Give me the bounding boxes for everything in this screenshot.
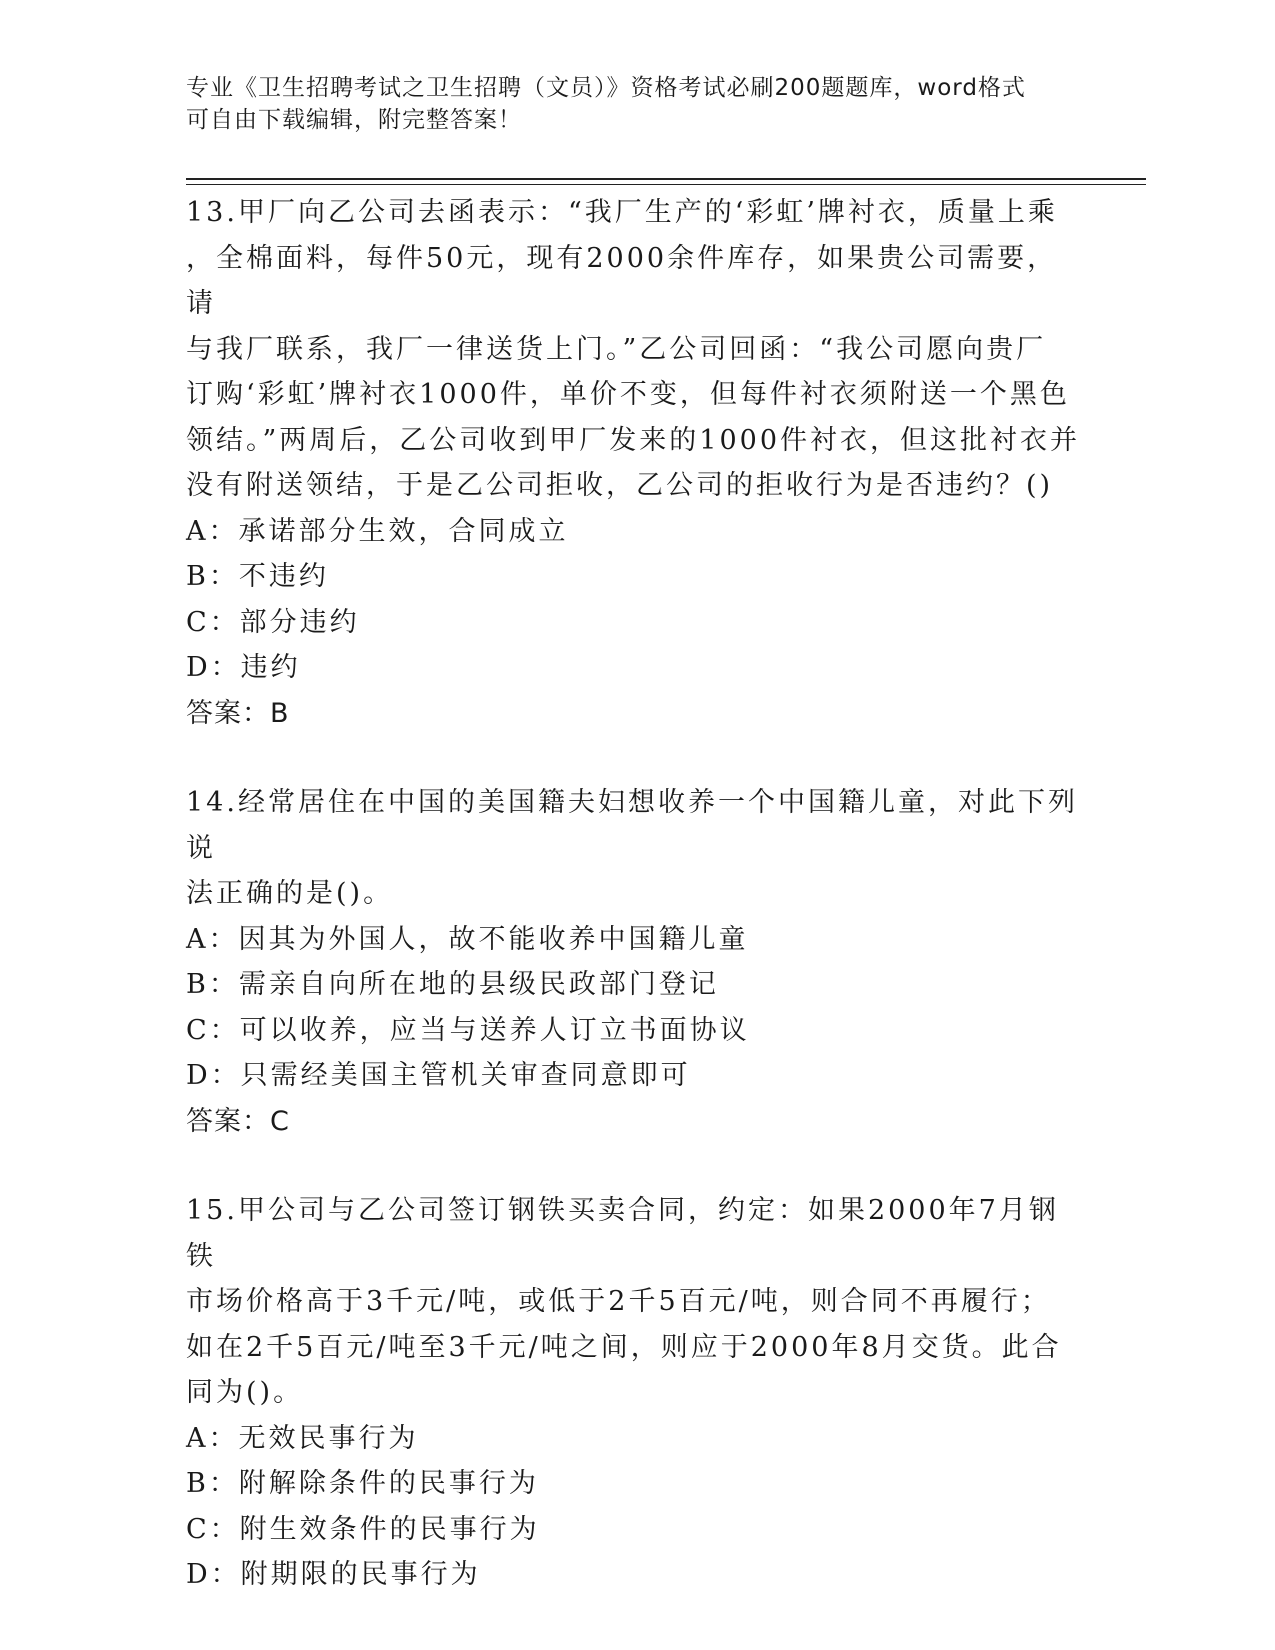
option-c: C：部分违约 [186, 606, 360, 638]
option-b: B：附解除条件的民事行为 [186, 1468, 539, 1499]
question-stem-line: 14.经常居住在中国的美国籍夫妇想收养一个中国籍儿童，对此下列说 [186, 787, 1078, 864]
question-15 [186, 1188, 1086, 1598]
header-divider-thin [186, 184, 1146, 185]
option-d: D：只需经美国主管机关审查同意即可 [186, 1060, 691, 1091]
answer-label: 答案：B [186, 697, 290, 729]
question-stem-line: 领结。”两周后，乙公司收到甲厂发来的1000件衬衣，但这批衬衣并 [186, 424, 1081, 456]
question-spacer [186, 736, 1086, 780]
question-13 [186, 190, 1086, 736]
option-c: C：可以收养，应当与送养人订立书面协议 [186, 1014, 750, 1046]
question-stem-line: ，全棉面料，每件50元，现有2000余件库存，如果贵公司需要，请 [186, 242, 1058, 319]
question-stem-line: 法正确的是()。 [186, 878, 394, 909]
question-14 [186, 780, 1086, 1144]
question-stem-line: 如在2千5百元/吨至3千元/吨之间，则应于2000年8月交货。此合 [186, 1331, 1062, 1363]
header-line-2: 可自由下载编辑，附完整答案！ [186, 107, 522, 133]
question-stem-line: 没有附送领结，于是乙公司拒收，乙公司的拒收行为是否违约？() [186, 470, 1054, 501]
option-d: D：违约 [186, 652, 301, 683]
question-stem-line: 同为()。 [186, 1377, 304, 1408]
answer-label: 答案：C [186, 1105, 290, 1137]
option-b: B：需亲自向所在地的县级民政部门登记 [186, 969, 719, 1000]
question-stem-line: 市场价格高于3千元/吨，或低于2千5百元/吨，则合同不再履行； [186, 1286, 1051, 1317]
option-b: B：不违约 [186, 561, 329, 592]
question-list [186, 190, 1086, 1598]
header-divider-thick [186, 178, 1146, 180]
question-stem-line: 与我厂联系，我厂一律送货上门。”乙公司回函：“我公司愿向贵厂 [186, 333, 1047, 365]
option-d: D：附期限的民事行为 [186, 1559, 481, 1590]
document-header [186, 72, 1086, 136]
question-stem-line: 15.甲公司与乙公司签订钢铁买卖合同，约定：如果2000年7月钢铁 [186, 1195, 1059, 1272]
option-c: C：附生效条件的民事行为 [186, 1513, 540, 1545]
question-spacer [186, 1144, 1086, 1188]
option-a: A：因其为外国人，故不能收养中国籍儿童 [186, 923, 749, 955]
header-line-1: 专业《卫生招聘考试之卫生招聘（文员）》资格考试必刷200题题库，word格式 [186, 75, 1026, 101]
question-stem-line: 13.甲厂向乙公司去函表示：“我厂生产的‘彩虹’牌衬衣，质量上乘 [186, 197, 1058, 228]
question-stem-line: 订购‘彩虹’牌衬衣1000件，单价不变，但每件衬衣须附送一个黑色 [186, 379, 1070, 410]
option-a: A：承诺部分生效，合同成立 [186, 515, 569, 547]
option-a: A：无效民事行为 [186, 1422, 419, 1454]
